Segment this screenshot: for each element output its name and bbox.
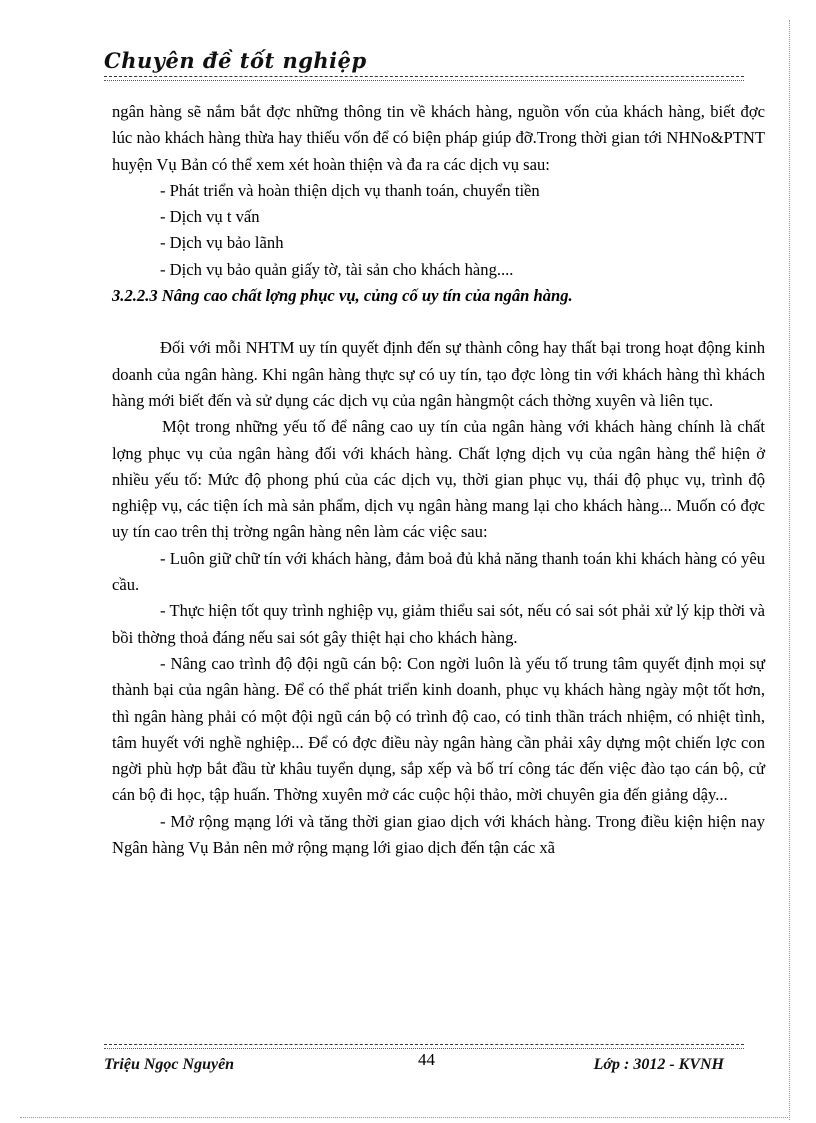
paragraph: Một trong những yếu tố để nâng cao uy tín của ngân hàng với khách hàng chính là chất lợng phục vụ của ngân hàng đối với khách hàng. Chất lợng dịch vụ của ngân hàng thể hiện ở nhiều yếu tố: Mức độ phong phú của các dịch vụ, thời gian phục vụ, thái độ phục vụ, trình độ nghiệp vụ, các tiện ích mà sản phẩm, dịch vụ ngân hàng mang lại cho khách hàng... Muốn có đợc uy tín cao trên thị trờng ngân hàng nên làm các việc sau: [112,417,765,542]
paragraph: Đối với mỗi NHTM uy tín quyết định đến sự thành công hay thất bại trong hoạt động kinh doanh của ngân hàng. Khi ngân hàng thực sự có uy tín, tạo đợc lòng tin với khách hàng thì khách hàng mới biết đến và sử dụng các dịch vụ của ngân hàngmột cách thờng xuyên và liên tục. [112,338,765,410]
footer-rule-dotted [104,1048,744,1049]
paragraph: ngân hàng sẽ nắm bắt đợc những thông tin về khách hàng, nguồn vốn của khách hàng, biết đợc lúc nào khách hàng thừa hay thiếu vốn để có biện pháp giúp đỡ.Trong thời gian tới NHNo&PTNT huyện Vụ Bản có thể xem xét hoàn thiện và đa ra các dịch vụ sau: [112,102,765,174]
header-rule [104,76,744,77]
page-footer [104,1044,744,1084]
page-header [104,48,744,88]
footer-rule [104,1044,744,1045]
list-item: - Phát triển và hoàn thiện dịch vụ thanh toán, chuyển tiền [160,180,540,200]
paragraph: - Thực hiện tốt quy trình nghiệp vụ, giảm thiểu sai sót, nếu có sai sót phải xử lý kịp thời và bồi thờng thoả đáng nếu sai sót gây thiệt hại cho khách hàng. [112,601,765,647]
page-number: 44 [418,1050,435,1069]
footer-author: Triệu Ngọc Nguyên [104,1056,235,1073]
paragraph: - Luôn giữ chữ tín với khách hàng, đảm boả đủ khả năng thanh toán khi khách hàng có yêu cầu. [112,548,765,595]
list-item: - Dịch vụ bảo lãnh [160,233,284,253]
header-title: Chuyên đề tốt nghiệp [104,48,367,73]
header-rule-dotted [104,80,744,81]
list-item: - Dịch vụ bảo quản giấy tờ, tài sản cho khách hàng.... [160,259,514,279]
paragraph: - Nâng cao trình độ đội ngũ cán bộ: Con ngời luôn là yếu tố trung tâm quyết định mọi sự thành bại của ngân hàng. Để có thể phát triển kinh doanh, phục vụ khách hàng ngày một tốt hơn, thì ngân hàng phải có một đội ngũ cán bộ có trình độ cao, có tinh thần trách nhiệm, có nhiệt tình, tâm huyết với nghề nghiệp... Để có đợc điều này ngân hàng cần phải xây dựng một chiến lợc con ngời phù hợp bắt đầu từ khâu tuyển dụng, sắp xếp và bố trí công tác đến việc đào tạo cán bộ, cử cán bộ đi học, tập huấn. Thờng xuyên mở các cuộc hội thảo, mời chuyên gia đến giảng dậy... [112,653,765,805]
page-border-bottom [20,1117,790,1118]
paragraph: - Mở rộng mạng lới và tăng thời gian giao dịch với khách hàng. Trong điều kiện hiện nay Ngân hàng Vụ Bản nên mở rộng mạng lới giao dịch đến tận các xã [112,811,765,858]
document-body [112,99,765,861]
list-item: - Dịch vụ t vấn [160,207,260,227]
page-border-right [789,20,790,1120]
footer-class-label: Lớp : 3012 - KVNH [593,1056,724,1073]
section-heading: 3.2.2.3 Nâng cao chất lợng phục vụ, củng cố uy tín của ngân hàng. [112,286,573,306]
